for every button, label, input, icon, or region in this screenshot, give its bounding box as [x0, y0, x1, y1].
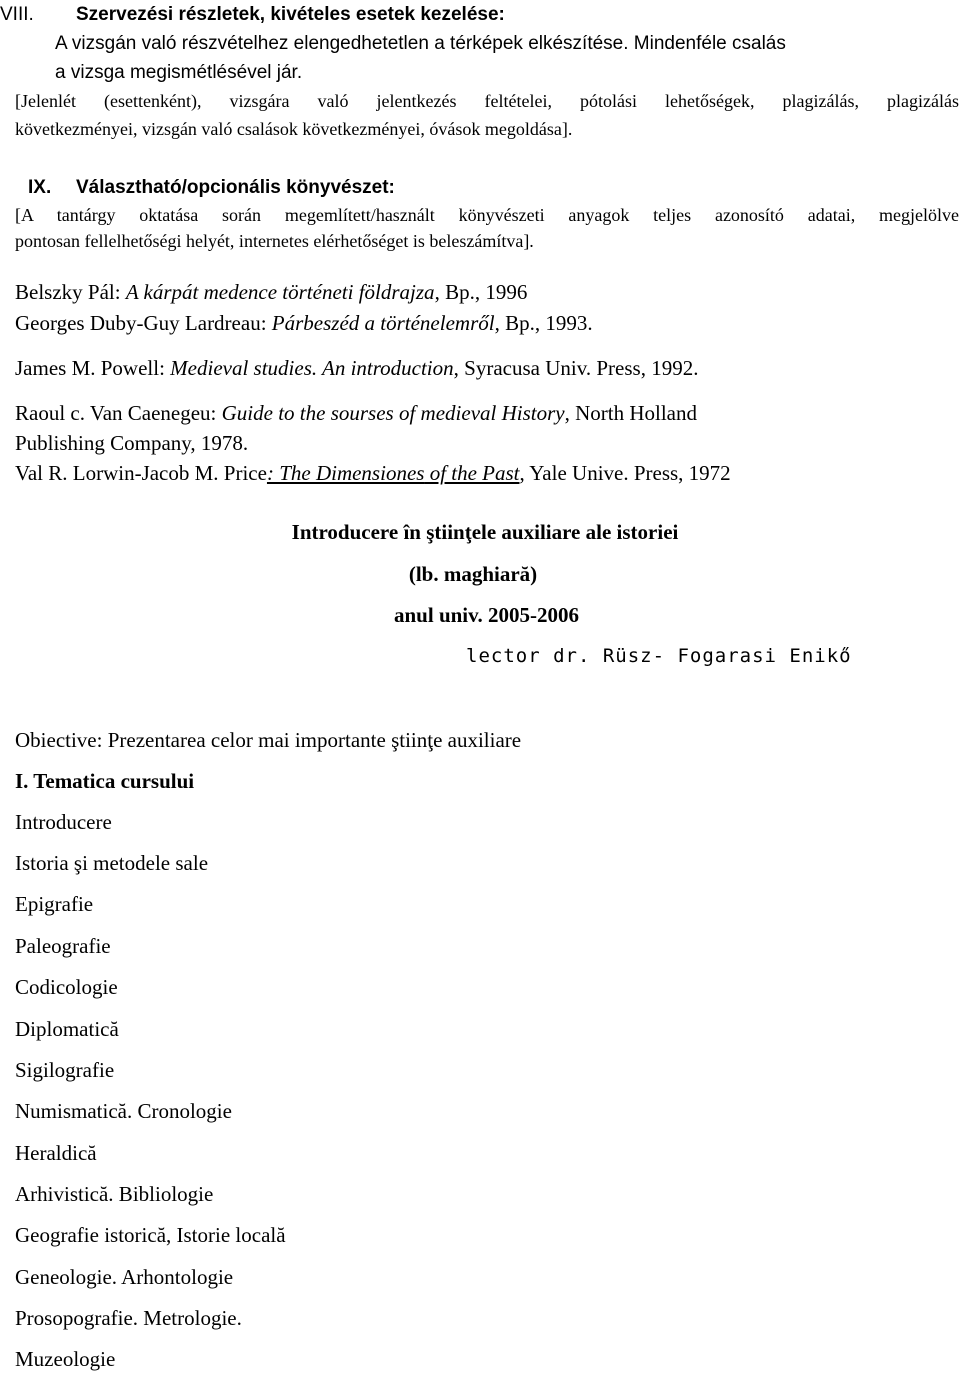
bib-title: Guide to the sourses of medieval History — [221, 401, 565, 425]
bib-author: Raoul c. Van Caenegeu: — [15, 401, 222, 425]
section-title: Választható/opcionális könyvészet: — [76, 177, 395, 198]
course-title: Introducere în ştiinţele auxiliare ale istoriei — [291, 520, 679, 544]
bibliography-entry — [15, 461, 731, 486]
lecturer-name: lector dr. Rüsz- Fogarasi Enikő — [466, 645, 852, 667]
bib-publisher: , Bp., 1993. — [494, 311, 593, 335]
bibliography-entry-continuation: Publishing Company, 1978. — [15, 431, 249, 455]
bibliography-entry — [15, 311, 593, 336]
bib-author: James M. Powell: — [15, 356, 171, 380]
bib-subtitle: An introduction — [322, 356, 454, 380]
note-text-line: pontosan fellelhetőségi helyét, internetes elérhetőséget is beleszámítva]. — [15, 231, 534, 251]
bib-title: A kárpát medence történeti földrajza — [125, 280, 435, 304]
bib-publisher: , Syracusa Univ. Press, 1992. — [453, 356, 699, 380]
topic-item: Sigilografie — [15, 1058, 115, 1082]
course-language: (lb. maghiară) — [408, 562, 538, 586]
note-text-line: [Jelenlét (esettenként), vizsgára való jelentkezés feltételei, pótolási lehetőségek, plagizálás, plagizálás — [15, 91, 959, 111]
topic-item: Geografie istorică, Istorie locală — [15, 1223, 286, 1247]
topic-item: Paleografie — [15, 934, 111, 958]
bib-author: Georges Duby-Guy Lardreau: — [15, 311, 272, 335]
topic-item: Muzeologie — [15, 1347, 116, 1371]
bibliography-entry — [15, 280, 527, 305]
topic-item: Introducere — [15, 810, 112, 834]
topic-item: Prosopografie. Metrologie. — [15, 1306, 242, 1330]
bib-title: Medieval studies — [170, 356, 312, 380]
section-title: Szervezési részletek, kivételes esetek kezelése: — [76, 4, 505, 25]
topic-item: Arhivistică. Bibliologie — [15, 1182, 214, 1206]
topic-item: Epigrafie — [15, 892, 94, 916]
bib-author: Belszky Pál: — [15, 280, 126, 304]
note-text-line: [A tantárgy oktatása során megemlített/használt könyvészeti anyagok teljes azonosító adatai, megjelölve — [15, 205, 959, 225]
topic-item: Heraldică — [15, 1141, 97, 1165]
note-text-line: következményei, vizsgán való csalások következményei, óvások megoldása]. — [15, 119, 573, 139]
section-number: VIII. — [0, 4, 34, 25]
topic-item: Codicologie — [15, 975, 118, 999]
bibliography-entry — [15, 401, 697, 426]
topic-item: Numismatică. Cronologie — [15, 1099, 232, 1123]
bib-title: Párbeszéd a történelemről — [271, 311, 495, 335]
bib-publisher: , Yale Unive. Press, 1972 — [519, 461, 731, 485]
body-text-line: a vizsga megismétlésével jár. — [55, 62, 303, 83]
bib-author: Val R. Lorwin-Jacob M. Price — [15, 461, 267, 485]
topic-item: Diplomatică — [15, 1017, 119, 1041]
topic-item: Geneologie. Arhontologie — [15, 1265, 234, 1289]
topic-item: Istoria şi metodele sale — [15, 851, 209, 875]
bib-separator: . — [311, 356, 323, 380]
bibliography-entry — [15, 356, 698, 381]
bib-title: : The Dimensiones — [266, 461, 425, 485]
thematic-heading: I. Tematica cursului — [15, 769, 195, 793]
body-text-line: A vizsgán való részvételhez elengedhetetlen a térképek elkészítése. Mindenféle csalás — [55, 33, 786, 54]
bib-publisher: , Bp., 1996 — [434, 280, 528, 304]
objective-text: Obiective: Prezentarea celor mai importante ştiinţe auxiliare — [15, 728, 522, 752]
bib-title-cont: of the Past — [424, 461, 520, 485]
academic-year: anul univ. 2005-2006 — [394, 603, 579, 627]
section-number: IX. — [28, 177, 52, 198]
bib-publisher: , North Holland — [564, 401, 697, 425]
